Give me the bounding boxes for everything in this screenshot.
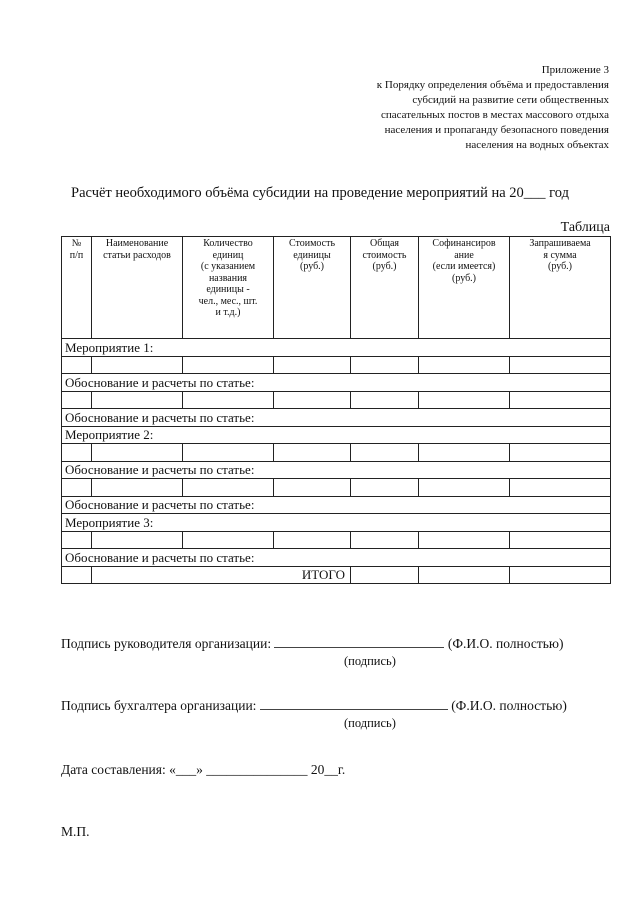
- cell[interactable]: [274, 479, 351, 497]
- head-signature-sublabel: (подпись): [344, 654, 396, 668]
- cell[interactable]: [351, 479, 419, 497]
- header-total-cost: Общая стоимость (руб.): [351, 237, 419, 339]
- cell[interactable]: [510, 479, 611, 497]
- appendix-line: к Порядку определения объёма и предоставления: [376, 79, 609, 91]
- head-fio-label: (Ф.И.О. полностью): [447, 636, 564, 651]
- cell[interactable]: [351, 444, 419, 462]
- section-row: [62, 409, 611, 427]
- event-label: Мероприятие 3:: [62, 514, 611, 532]
- section-row: [62, 374, 611, 392]
- table-row: [62, 444, 611, 462]
- cell[interactable]: [183, 391, 274, 409]
- section-row: [62, 339, 611, 357]
- total-cofinancing-cell[interactable]: [419, 566, 510, 584]
- appendix-block: [309, 63, 609, 153]
- cell[interactable]: [92, 356, 183, 374]
- section-row: [62, 426, 611, 444]
- accountant-fio-label: (Ф.И.О. полностью): [451, 698, 567, 713]
- cell[interactable]: [510, 356, 611, 374]
- justification-label: Обоснование и расчеты по статье:: [62, 374, 611, 392]
- justification-label: Обоснование и расчеты по статье:: [62, 496, 611, 514]
- table-row: [62, 391, 611, 409]
- table-header-row: [62, 237, 611, 339]
- header-number: № п/п: [62, 237, 92, 339]
- cell[interactable]: [183, 479, 274, 497]
- cell[interactable]: [62, 356, 92, 374]
- cell[interactable]: [274, 444, 351, 462]
- cell[interactable]: [510, 444, 611, 462]
- appendix-line: населения на водных объектах: [465, 139, 609, 151]
- appendix-line: спасательных постов в местах массового отдыха: [380, 109, 609, 121]
- section-row: [62, 549, 611, 567]
- stamp-label: М.П.: [61, 824, 90, 839]
- total-requested-cell[interactable]: [510, 566, 611, 584]
- cell[interactable]: [419, 531, 510, 549]
- justification-label: Обоснование и расчеты по статье:: [62, 409, 611, 427]
- cell[interactable]: [62, 391, 92, 409]
- section-row: [62, 514, 611, 532]
- cell[interactable]: [510, 391, 611, 409]
- cell[interactable]: [92, 391, 183, 409]
- cell[interactable]: [183, 531, 274, 549]
- header-quantity: Количество единиц (с указанием названия единицы - чел., мес., шт. и т.д.): [183, 237, 274, 339]
- cell[interactable]: [274, 391, 351, 409]
- justification-label: Обоснование и расчеты по статье:: [62, 461, 611, 479]
- total-row: [62, 566, 611, 584]
- table-row: [62, 479, 611, 497]
- cell[interactable]: [92, 479, 183, 497]
- cell[interactable]: [351, 531, 419, 549]
- header-unit-cost: Стоимость единицы (руб.): [274, 237, 351, 339]
- event-label: Мероприятие 1:: [62, 339, 611, 357]
- cell[interactable]: [419, 356, 510, 374]
- document-title: Расчёт необходимого объёма субсидии на проведение мероприятий на 20___ год: [71, 185, 569, 201]
- accountant-signature-label: Подпись бухгалтера организации:: [61, 698, 257, 713]
- cell[interactable]: [62, 531, 92, 549]
- total-label: ИТОГО: [92, 566, 351, 584]
- cell[interactable]: [351, 391, 419, 409]
- accountant-signature-sublabel: (подпись): [344, 716, 396, 730]
- head-signature-line: [61, 636, 563, 652]
- header-requested-sum: Запрашиваема я сумма (руб.): [510, 237, 611, 339]
- header-cofinancing: Софинансиров ание (если имеется) (руб.): [419, 237, 510, 339]
- cell[interactable]: [62, 566, 92, 584]
- cell[interactable]: [419, 479, 510, 497]
- cell[interactable]: [510, 531, 611, 549]
- table-caption: Таблица: [560, 220, 610, 235]
- date-line: Дата составления: «___» _______________ 20__г.: [61, 762, 346, 777]
- cell[interactable]: [274, 531, 351, 549]
- cell[interactable]: [183, 356, 274, 374]
- head-signature-field[interactable]: [274, 647, 444, 648]
- budget-table: [61, 236, 611, 584]
- justification-label: Обоснование и расчеты по статье:: [62, 549, 611, 567]
- head-signature-label: Подпись руководителя организации:: [61, 636, 272, 651]
- cell[interactable]: [419, 391, 510, 409]
- appendix-line: населения и пропаганду безопасного поведения: [384, 124, 609, 136]
- section-row: [62, 461, 611, 479]
- table-row: [62, 356, 611, 374]
- accountant-signature-field[interactable]: [260, 709, 448, 710]
- cell[interactable]: [274, 356, 351, 374]
- cell[interactable]: [62, 444, 92, 462]
- appendix-line: Приложение 3: [541, 64, 609, 76]
- cell[interactable]: [92, 444, 183, 462]
- accountant-signature-line: [61, 698, 567, 714]
- cell[interactable]: [419, 444, 510, 462]
- header-item-name: Наименование статьи расходов: [92, 237, 183, 339]
- cell[interactable]: [351, 356, 419, 374]
- event-label: Мероприятие 2:: [62, 426, 611, 444]
- total-cost-cell[interactable]: [351, 566, 419, 584]
- cell[interactable]: [183, 444, 274, 462]
- cell[interactable]: [62, 479, 92, 497]
- section-row: [62, 496, 611, 514]
- appendix-line: субсидий на развитие сети общественных: [412, 94, 609, 106]
- cell[interactable]: [92, 531, 183, 549]
- table-row: [62, 531, 611, 549]
